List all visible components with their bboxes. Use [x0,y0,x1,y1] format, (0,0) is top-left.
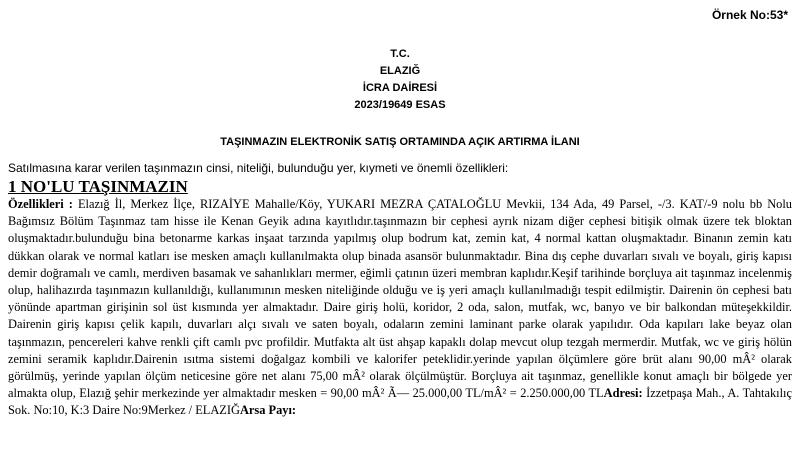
document-header [0,46,800,114]
header-line-office: İCRA DAİRESİ [362,82,438,94]
land-share-label: Arsa Payı: [239,403,297,418]
property-description [8,196,792,450]
section-heading: 1 NO'LU TAŞINMAZIN [8,177,188,196]
sample-number: Örnek No:53* [711,8,788,22]
header-line-city: ELAZIĞ [379,65,421,77]
features-text: Elazığ İl, Merkez İlçe, RIZAİYE Mahalle/Köy, YUKARI MEZRA ÇATALOĞLU Mevkii, 134 Ada, 49 Parsel, -/3. KAT/-9 nolu bb Nolu Bağımsız Bölüm Taşınmaz tam hisse ile Kenan Geyik adına kayıtlıdır.taşınmazın bir cephesi ayrık nizam diğer cephesi bitişik olmak üzere tek bloktan oluşmaktadır.bulunduğu bina betonarme karkas inşaat tarzında yapılmış olup bodrum kat, zemin kat, 4 normal kattan oluşmaktadır. Binanın zemin katı dükkan olarak ve normal katları ise mesken amaçlı kullanılmakta olup binada asansör bulunmaktadır. Bina dış cephe duvarları sıvalı ve boyalı, giriş kapısı demir doğramalı ve camlı, merdiven basamak ve sahanlıkları mermer, eğimli çatının üzeri membran kaplıdır.Keşif tarihinde borçluya ait taşınmaz incelenmiş olup, halihazırda taşınmazın kullanıldığı, kullanımının mesken niteliğinde olduğu ve iş yeri amaçlı kullanılmadığı tespit edilmiştir. Dairenin ön cephesi batı yönünde apartman girişinin sol üst kısmında yer almaktadır. Daire giriş holü, koridor, 2 oda, salon, mutfak, wc, banyo ve bir balkondan müteşekkildir. Dairenin giriş kapısı çelik kapılı, duvarları alçı sıvalı ve saten boyalı, odaların zemini laminant parke olarak yapılıdır. Oda kapıları lake beyaz olan taşınmazın, pencereleri kahve renkli çift camlı pvc profildir. Mutfakta alt üst ahşap kapaklı dolap mevcut olup tezgah mermerdir. Mutfak, wc ve giriş hölün zemini seramik kaplıdır.Dairenin ısıtma sistemi doğalgaz kombili ve kalorifer peteklidir.yerinde yapılan ölçümlere göre brüt alanı 90,00 mÂ² olarak görülmüş, yerinde yapılan ölçüm neticesine göre net alanı 75,00 mÂ² olarak ölçülmüştür. Borçluya ait taşınmaz, genellikle konut amaçlı bir bölgede yer almakta olup, Elazığ şehir merkezinde yer almaktadır mesken = 90,00 mÂ² Ã— 25.000,00 TL/mÂ² = 2.250.000,00 TL [8,197,792,401]
header-line-case-number: 2023/19649 ESAS [354,99,446,111]
address-label: Adresi: [603,386,643,401]
intro-text: Satılmasına karar verilen taşınmazın cinsi, niteliği, bulunduğu yer, kıymeti ve önemli özellikleri: [8,161,509,175]
announcement-title: TAŞINMAZIN ELEKTRONİK SATIŞ ORTAMINDA AÇIK ARTIRMA İLANI [220,136,580,148]
features-label: Özellikleri : [8,197,73,211]
address-text: İzzetpaşa Mah., A. Tahtakılıç Sok. No:10, K:3 Daire No:9Merkez / ELAZIĞ [8,386,792,418]
header-line-tc: T.C. [390,48,410,60]
